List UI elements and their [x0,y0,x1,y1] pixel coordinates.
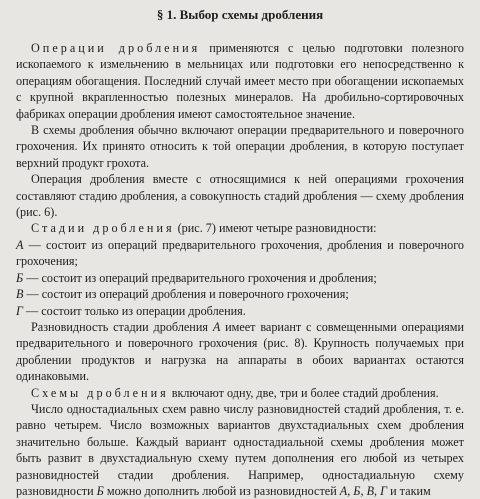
spaced-term: Операции дробления [31,41,201,55]
list-text: — состоит только из операции дробления. [22,303,246,318]
inline-letter: А [212,319,221,334]
paragraph-schemes [16,385,464,401]
paragraph-text: включают одну, две, три и более стадий дробления. [168,385,439,400]
inline-letters: А, Б, В, Г [339,483,388,498]
paragraph-text: Разновидность стадии дробления [31,319,213,334]
list-text: — состоит из операций дробления и поверочного грохочения; [23,287,349,302]
paragraph-stage-definition: Операция дробления вместе с относящимися к ней операциями грохочения составляют стадию дробления, а совокупность стадий дробления — схему дробления (рис. 6). [16,172,464,220]
list-item-g [16,303,464,319]
spaced-term: Схемы дробления [31,385,169,400]
list-text: — состоит из операций предварительного грохочения, дробления и поверочного грохочения; [16,237,464,269]
list-item-b [16,270,464,286]
paragraph-variant [16,319,464,385]
paragraph-text: имеет вариант с совмещенными операциями предварительного и поверочного грохочения (рис. 8). Крупность получаемых при дроблении продуктов и нагрузка на аппараты в обоих вариантах остаются одинаковыми. [16,319,464,384]
list-item-v [16,286,464,302]
paragraph-stage-kinds [16,220,464,236]
list-letter: А [16,237,24,252]
list-item-a [16,237,464,270]
paragraph-text: применяются с целью подготовки полезного ископаемого к измельчению в мельницах или подготовки его непосредственно к операциям обогащения. Последний случай имеет место при обогащении ископаемых с крупной вкрапленностью полезных минералов. На дробильно-сортировочных фабриках операции дробления имеют самостоятельное значение. [16,41,464,121]
page-title: § 1. Выбор схемы дробления [156,7,324,22]
list-text: — состоит из операций предварительного грохочения и дробления; [23,270,377,285]
paragraph-scheme-count [16,401,464,499]
inline-letter: Б [96,483,104,498]
spaced-term: Стадии дробления [31,221,175,236]
list-letter: Г [16,303,23,318]
paragraph-text: можно дополнить любой из разновидностей [103,483,340,498]
paragraph-screening: В схемы дробления обычно включают операции предварительного и поверочного грохочения. Их принято относить к той операции дробления, в которую поступает верхний продукт грохота. [16,123,464,170]
paragraph-text: (рис. 7) имеют четыре разновидности: [174,221,377,236]
paragraph-text: Число одностадиальных схем равно числу разновидностей стадий дробления, т. е. равно четырем. Число возможных вариантов двухстадиальных схем дробления значительно больше. Каждый вариант одностадиальной схемы дробления может быть развит в двухстадиальную схему путем дополнения его любой из четырех разновидностей стадии дробления. Например, одностадиальную схему разновидности [16,401,464,498]
list-letter: Б [16,270,24,285]
paragraph-text: и таким [387,483,431,498]
paragraph-crushing-operations [16,40,464,122]
list-letter: В [16,287,24,302]
